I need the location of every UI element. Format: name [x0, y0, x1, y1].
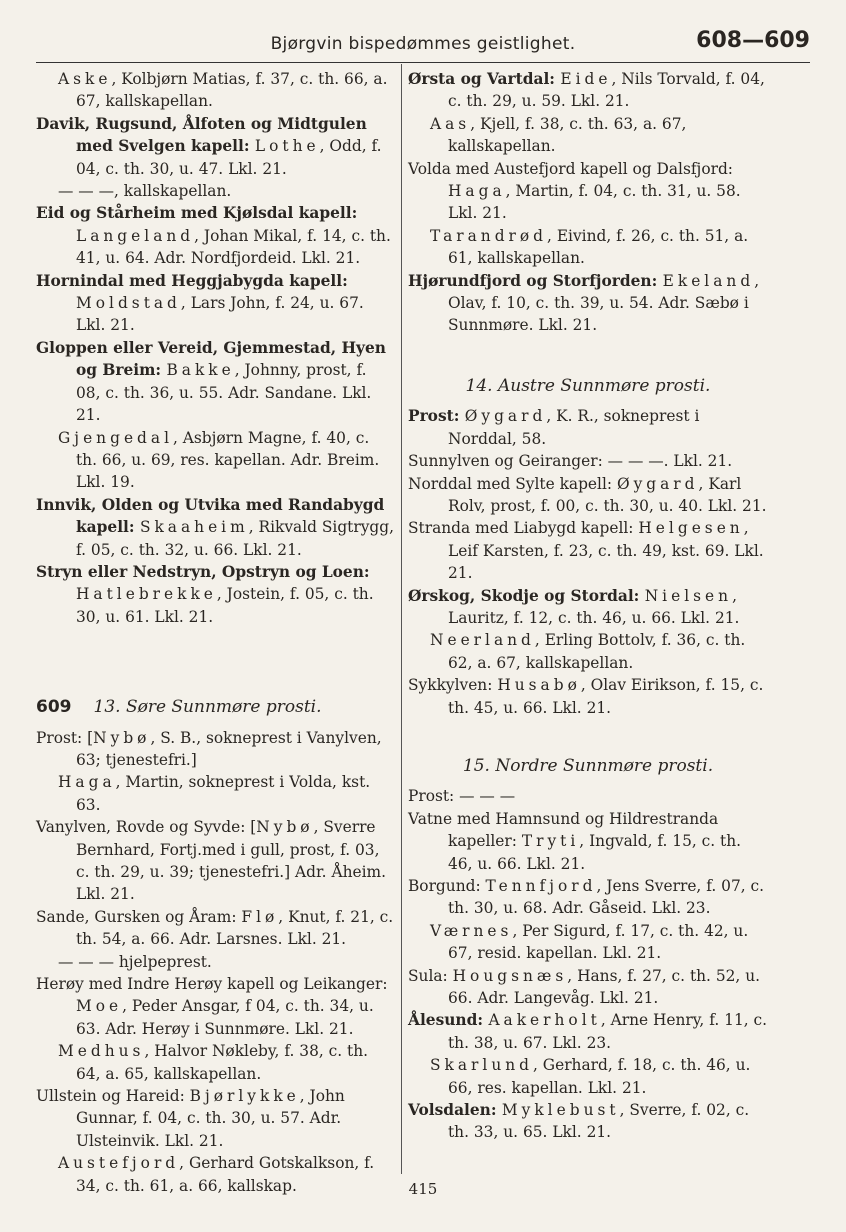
- entry: Sunnylven og Geiranger: — — —. Lkl. 21.: [408, 452, 733, 471]
- entry: Vanylven, Rovde og Syvde: [Nybø, Sverre Bernhard, Fortj.med i gull, prost, f. 03, c. th. 29, u. 39; tjenestefri.] Adr. Åheim. Lkl. 21.: [36, 818, 387, 904]
- page-number: 415: [408, 1180, 438, 1198]
- entry: Austefjord, Gerhard Gotskalkson, f. 34, c. th. 61, a. 66, kallskap.: [58, 1154, 375, 1195]
- entry: Tarandrød, Eivind, f. 26, c. th. 51, a. 61, kallskapellan.: [430, 226, 749, 268]
- entry: Ørsta og Vartdal: Eide, Nils Torvald, f. 04, c. th. 29, u. 59. Lkl. 21.: [408, 70, 765, 111]
- entry: Gjengedal, Asbjørn Magne, f. 40, c. th. 66, u. 69, res. kapellan. Adr. Breim. Lkl. 19.: [58, 428, 380, 492]
- entry: Volsdalen: Myklebust, Sverre, f. 02, c. th. 33, u. 65. Lkl. 21.: [408, 1101, 750, 1142]
- column-range: 608—609: [696, 28, 810, 53]
- entry: Værnes, Per Sigurd, f. 17, c. th. 42, u. 67, resid. kapellan. Lkl. 21.: [430, 921, 749, 963]
- spacer: [36, 628, 394, 696]
- entry: Sande, Gursken og Åram: Flø, Knut, f. 21, c. th. 54, a. 66. Adr. Larsnes. Lkl. 21.: [36, 907, 394, 949]
- entry: Sula: Hougsnæs, Hans, f. 27, c. th. 52, u. 66. Adr. Langevåg. Lkl. 21.: [408, 966, 761, 1008]
- entry: Norddal med Sylte kapell: Øygard, Karl Rolv, prost, f. 00, c. th. 30, u. 40. Lkl. 21.: [408, 474, 767, 515]
- spacer: [408, 397, 768, 405]
- entry: Stryn eller Nedstryn, Opstryn og Loen: Hatlebrekke, Jostein, f. 05, c. th. 30, u. 61. Lkl. 21.: [36, 562, 374, 626]
- spacer: [408, 719, 768, 755]
- entry: Skarlund, Gerhard, f. 18, c. th. 46, u. 66, res. kapellan. Lkl. 21.: [430, 1056, 751, 1097]
- entry: Prost: Øygard, K. R., sokneprest i Norddal, 58.: [408, 407, 700, 448]
- column-divider: [401, 64, 402, 1174]
- spacer: [36, 719, 394, 727]
- entry: — — — hjelpeprest.: [58, 952, 212, 971]
- entry: Neerland, Erling Bottolv, f. 36, c. th. 62, a. 67, kallskapellan.: [430, 631, 746, 672]
- entry: Gloppen eller Vereid, Gjemmestad, Hyen og Breim: Bakke, Johnny, prost, f. 08, c. th. 36, u. 55. Adr. Sandane. Lkl. 21.: [36, 338, 386, 425]
- section-heading-15: 15. Nordre Sunnmøre prosti.: [462, 755, 714, 776]
- entry: Stranda med Liabygd kapell: Helgesen, Leif Karsten, f. 23, c. th. 49, kst. 69. Lkl. 21.: [408, 519, 764, 583]
- spacer: [408, 337, 768, 375]
- entry: Aske, Kolbjørn Matias, f. 37, c. th. 66, a. 67, kallskapellan.: [58, 70, 388, 111]
- entry: Prost: [Nybø, S. B., sokneprest i Vanylven, 63; tjenestefri.]: [36, 728, 382, 769]
- entry: Ørskog, Skodje og Stordal: Nielsen, Lauritz, f. 12, c. th. 46, u. 66. Lkl. 21.: [408, 586, 740, 627]
- entry: Davik, Rugsund, Ålfoten og Midtgulen med Svelgen kapell: Lothe, Odd, f. 04, c. th. 30, u. 47. Lkl. 21.: [36, 114, 382, 178]
- running-header: [36, 28, 810, 62]
- entry: Haga, Martin, sokneprest i Volda, kst. 63.: [58, 773, 371, 814]
- header-rule: [36, 62, 810, 63]
- entry: Ålesund: Aakerholt, Arne Henry, f. 11, c. th. 38, u. 67. Lkl. 23.: [408, 1011, 768, 1052]
- entry: Volda med Austefjord kapell og Dalsfjord: Haga, Martin, f. 04, c. th. 31, u. 58. Lkl. 21.: [408, 159, 741, 223]
- entry: Innvik, Olden og Utvika med Randabygd kapell: Skaaheim, Rikvald Sigtrygg, f. 05, c. th. 32, u. 66. Lkl. 21.: [36, 495, 395, 559]
- entry: Medhus, Halvor Nøkleby, f. 38, c. th. 64, a. 65, kallskapellan.: [58, 1042, 369, 1083]
- entry: Sykkylven: Husabø, Olav Eirikson, f. 15, c. th. 45, u. 66. Lkl. 21.: [408, 676, 764, 717]
- entry: Prost: — — —: [408, 787, 516, 806]
- entry: Borgund: Tennfjord, Jens Sverre, f. 07, c. th. 30, u. 68. Adr. Gåseid. Lkl. 23.: [408, 877, 765, 918]
- running-title: Bjørgvin bispedømmes geistlighet.: [270, 34, 576, 54]
- entry: Aas, Kjell, f. 38, c. th. 63, a. 67, kallskapellan.: [430, 114, 687, 156]
- left-column: [36, 68, 394, 1197]
- right-column: [408, 68, 768, 1144]
- entry: Herøy med Indre Herøy kapell og Leikanger: Moe, Peder Ansgar, f 04, c. th. 34, u. 63. Adr. Herøy i Sunnmøre. Lkl. 21.: [36, 975, 388, 1038]
- section-heading-13: 609 13. Søre Sunnmøre prosti.: [36, 697, 322, 718]
- entry: — — —, kallskapellan.: [58, 182, 232, 201]
- entry: Hjørundfjord og Storfjorden: Ekeland, Olav, f. 10, c. th. 39, u. 54. Adr. Sæbø i Sunnmøre. Lkl. 21.: [408, 271, 760, 335]
- entry: Eid og Stårheim med Kjølsdal kapell: Langeland, Johan Mikal, f. 14, c. th. 41, u. 64. Adr. Nordfjordeid. Lkl. 21.: [36, 204, 391, 268]
- spacer: [408, 777, 768, 785]
- entry: Vatne med Hamnsund og Hildrestranda kapeller: Tryti, Ingvald, f. 15, c. th. 46, u. 66. Lkl. 21.: [408, 809, 742, 873]
- entry: Hornindal med Heggjabygda kapell: Moldstad, Lars John, f. 24, u. 67. Lkl. 21.: [36, 271, 364, 335]
- entry: Ullstein og Hareid: Bjørlykke, John Gunnar, f. 04, c. th. 30, u. 57. Adr. Ulsteinvik. Lkl. 21.: [36, 1087, 345, 1150]
- section-heading-14: 14. Austre Sunnmøre prosti.: [465, 375, 711, 396]
